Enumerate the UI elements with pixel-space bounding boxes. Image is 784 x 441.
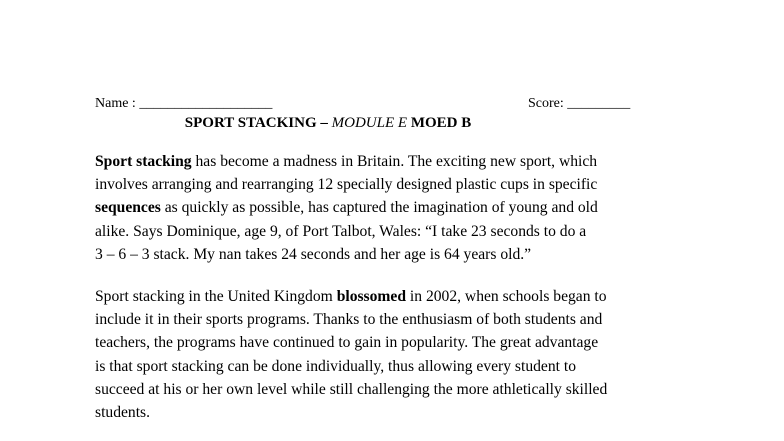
paragraph-2-line-1 bbox=[95, 285, 665, 308]
score-field: Score: _________ bbox=[528, 96, 631, 111]
line-text: Sport stacking in the United Kingdom bbox=[95, 288, 337, 305]
paragraph-1-line-1 bbox=[95, 150, 665, 173]
keyword-blossomed: blossomed bbox=[336, 288, 407, 305]
name-field: Name : ___________________ bbox=[95, 96, 273, 111]
title-moed: MOED B bbox=[407, 115, 472, 131]
paragraph-2-line-6: students. bbox=[95, 404, 151, 422]
paragraph-2-line-4: is that sport stacking can be done individually, thus allowing every student to bbox=[95, 357, 577, 375]
paragraph-2-line-2: include it in their sports programs. Thanks to the enthusiasm of both students and bbox=[95, 311, 603, 329]
title-main: SPORT STACKING – bbox=[184, 115, 332, 131]
paragraph-1-line-5: 3 – 6 – 3 stack. My nan takes 24 seconds and her age is 64 years old.” bbox=[95, 245, 532, 263]
paragraph-1-line-2: involves arranging and rearranging 12 specially designed plastic cups in specific bbox=[95, 176, 598, 194]
line-text: as quickly as possible, has captured the imagination of young and old bbox=[160, 199, 598, 217]
paragraph-2-line-5: succeed at his or her own level while still challenging the more athletically skilled bbox=[95, 380, 608, 398]
title-module: MODULE E bbox=[331, 115, 408, 131]
keyword-sport-stacking: Sport stacking bbox=[95, 153, 192, 170]
paragraph-2 bbox=[95, 285, 665, 424]
paragraph-2-line-3: teachers, the programs have continued to gain in popularity. The great advantage bbox=[95, 334, 599, 352]
paragraph-1 bbox=[95, 150, 665, 266]
line-text: has become a madness in Britain. The exciting new sport, which bbox=[191, 153, 598, 170]
paragraph-1-line-3 bbox=[95, 196, 665, 219]
paragraph-1-line-4: alike. Says Dominique, age 9, of Port Talbot, Wales: “I take 23 seconds to do a bbox=[95, 222, 587, 240]
keyword-sequences: sequences bbox=[95, 199, 161, 217]
line-text: in 2002, when schools began to bbox=[406, 288, 607, 305]
page-title bbox=[95, 114, 561, 133]
